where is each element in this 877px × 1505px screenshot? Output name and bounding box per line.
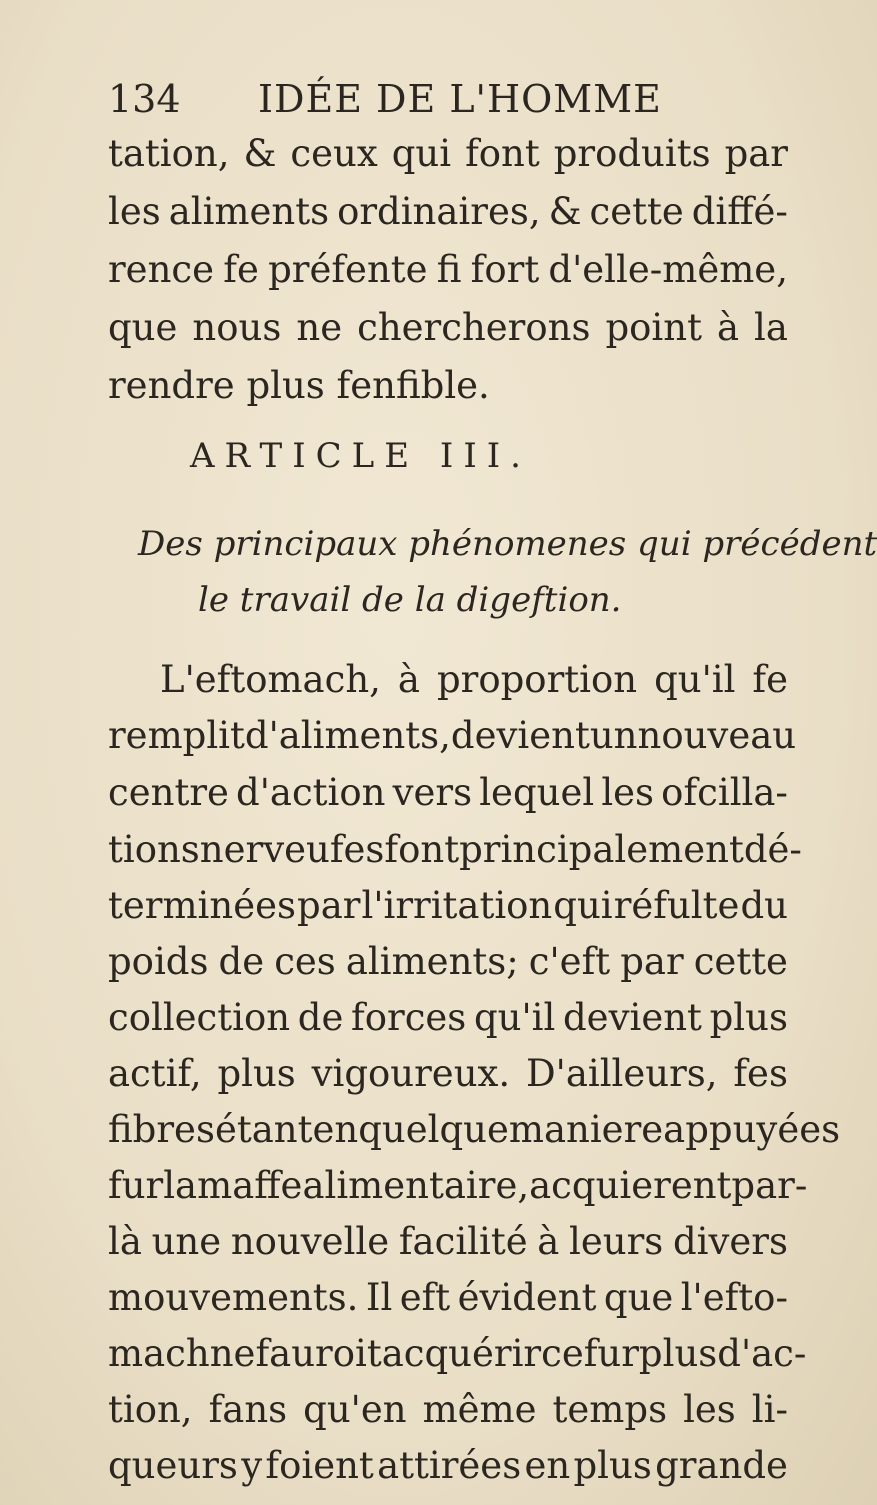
text-line: mouvements. Il eft évident que l'efto- <box>108 1276 788 1319</box>
text-line: rendre plus fenfible. <box>108 364 490 407</box>
text-line: L'eftomach, à proportion qu'il fe <box>160 658 788 701</box>
page-number: 134 <box>108 77 181 121</box>
article-subtitle-line-2: le travail de la digeftion. <box>198 580 622 620</box>
page-header <box>108 72 768 126</box>
text-line: fibres étant en quelque maniere appuyées <box>108 1108 841 1151</box>
text-line: rence fe préfente fi fort d'elle-même, <box>108 248 788 291</box>
text-line: queurs y foient attirées en plus grande <box>108 1444 788 1487</box>
text-line: mach ne fauroit acquérir ce furplus d'ac- <box>108 1332 807 1375</box>
text-line: fur la maffe alimentaire, acquierent par- <box>108 1164 808 1207</box>
text-line: actif, plus vigoureux. D'ailleurs, fes <box>108 1052 788 1095</box>
running-head: IDÉE DE L'HOMME <box>258 77 662 121</box>
text-line: poids de ces aliments; c'eft par cette <box>108 940 788 983</box>
text-line: les aliments ordinaires, & cette diffé- <box>108 190 788 233</box>
article-subtitle-line-1: Des principaux phénomenes qui précédent <box>138 524 877 564</box>
text-line: centre d'action vers lequel les ofcilla- <box>108 771 788 814</box>
text-line: terminées par l'irritation qui réfulte du <box>108 884 788 927</box>
text-line: remplit d'aliments, devient un nouveau <box>108 714 797 757</box>
text-line: tions nerveufes font principalement dé- <box>108 828 802 871</box>
text-line: tion, fans qu'en même temps les li- <box>108 1388 788 1431</box>
text-line: que nous ne chercherons point à la <box>108 306 788 349</box>
text-line: collection de forces qu'il devient plus <box>108 996 788 1039</box>
text-line: là une nouvelle facilité à leurs divers <box>108 1220 788 1263</box>
text-line: tation, & ceux qui font produits par <box>108 132 788 175</box>
article-heading: ARTICLE III. <box>190 436 531 476</box>
